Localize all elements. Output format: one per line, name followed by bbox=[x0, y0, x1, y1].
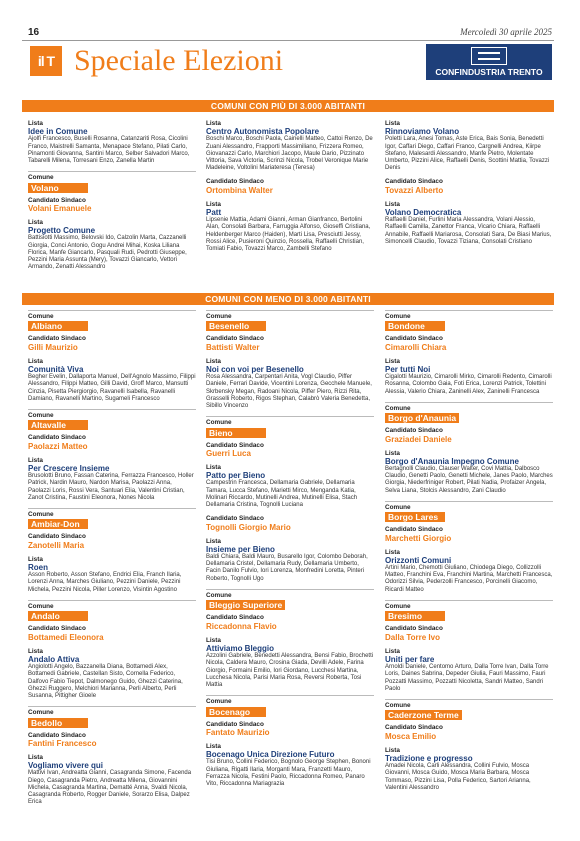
candidate-block bbox=[206, 335, 374, 351]
candidate-block bbox=[385, 427, 553, 443]
comune-name: Borgo d'Anaunia bbox=[385, 413, 459, 423]
candidate-block bbox=[28, 197, 196, 213]
list-name: Tradizione e progresso bbox=[385, 754, 473, 764]
list-label: Lista bbox=[28, 219, 43, 227]
candidate-block bbox=[206, 178, 374, 194]
candidate-name: Marchetti Giorgio bbox=[385, 533, 452, 543]
comune-name: Altavalle bbox=[28, 420, 88, 430]
under-column-2 bbox=[206, 310, 374, 794]
candidate-name: Mosca Emilio bbox=[385, 731, 437, 741]
candidate-name: Riccadonna Flavio bbox=[206, 621, 277, 631]
candidate-label: Candidato Sindaco bbox=[206, 178, 264, 186]
list-block bbox=[206, 120, 374, 172]
candidate-label: Candidato Sindaco bbox=[28, 434, 86, 442]
comune-label: Comune bbox=[206, 695, 374, 705]
candidate-name: Tovazzi Alberto bbox=[385, 185, 444, 195]
candidate-block bbox=[28, 533, 196, 549]
list-block bbox=[385, 120, 553, 172]
page-number: 16 bbox=[28, 27, 40, 38]
comune-label: Comune bbox=[385, 699, 553, 709]
candidate-block bbox=[28, 335, 196, 351]
comune-name: Besenello bbox=[206, 321, 266, 331]
candidate-label: Candidato Sindaco bbox=[28, 731, 86, 739]
list-name: Roen bbox=[28, 563, 48, 573]
candidate-name: Tognolli Giorgio Mario bbox=[206, 522, 291, 532]
newspaper-logo: il T bbox=[30, 46, 62, 76]
list-name: Orizzonti Comuni bbox=[385, 556, 452, 566]
comune-label: Comune bbox=[28, 171, 196, 181]
candidate-name: Fantini Francesco bbox=[28, 738, 97, 748]
candidate-label: Candidato Sindaco bbox=[28, 533, 86, 541]
list-block bbox=[206, 464, 374, 509]
candidate-name: Paolazzi Matteo bbox=[28, 441, 88, 451]
candidate-label: Candidato Sindaco bbox=[385, 526, 443, 534]
candidate-label: Candidato Sindaco bbox=[385, 625, 443, 633]
list-label: Lista bbox=[385, 647, 400, 655]
list-name: Comunità Viva bbox=[28, 365, 84, 375]
list-name: Vogliamo vivere qui bbox=[28, 761, 103, 771]
candidate-block bbox=[206, 442, 374, 458]
page-header bbox=[22, 0, 554, 88]
candidate-label: Candidato Sindaco bbox=[385, 178, 443, 186]
list-label: Lista bbox=[28, 753, 43, 761]
comune-label: Comune bbox=[385, 501, 553, 511]
candidate-name: Guerri Luca bbox=[206, 449, 251, 459]
candidate-label: Candidato Sindaco bbox=[28, 196, 86, 204]
list-name: Uniti per fare bbox=[385, 655, 435, 665]
list-name: Centro Autonomista Popolare bbox=[206, 127, 320, 137]
list-label: Lista bbox=[385, 120, 400, 127]
candidate-block bbox=[385, 178, 553, 194]
band-under-3000: COMUNI CON MENO DI 3.000 ABITANTI bbox=[22, 293, 554, 305]
list-name: Idee in Comune bbox=[28, 127, 88, 137]
candidate-label: Candidato Sindaco bbox=[206, 515, 264, 523]
list-block bbox=[28, 556, 196, 594]
list-members: Cigalotti Maurizio, Cimarolli Mirko, Cimarolli Redento, Cimarolli Rosanna, Colombo Gaia, Foti Erica, Lorenzi Patrick, Tolettini Alessia, Valerio Chiara, Zaninelli Alex, Zaninelli Francesca bbox=[385, 374, 552, 395]
list-name: Per tutti Noi bbox=[385, 365, 431, 375]
list-block bbox=[206, 637, 374, 689]
candidate-label: Candidato Sindaco bbox=[385, 724, 443, 732]
candidate-name: Fantato Maurizio bbox=[206, 727, 270, 737]
list-members: Campestrin Francesca, Dellamaria Gabriele, Dellamaria Tamara, Lucca Stefano, Marietti Mirco, Menganda Katia, Molinari Riccardo, Mutinelli Andrea, Mutinelli Elisa, Stach Dellamaria Cristina, Tognolli Luciana bbox=[206, 480, 358, 509]
list-name: Rinnoviamo Volano bbox=[385, 127, 460, 137]
list-block bbox=[28, 120, 196, 165]
candidate-name: Zanotelli Maria bbox=[28, 540, 85, 550]
comune-label: Comune bbox=[206, 589, 374, 599]
list-label: Lista bbox=[206, 120, 221, 127]
list-label: Lista bbox=[206, 636, 221, 644]
candidate-block bbox=[28, 732, 196, 748]
candidate-label: Candidato Sindaco bbox=[206, 720, 264, 728]
candidate-name: Dalla Torre Ivo bbox=[385, 632, 440, 642]
list-members: Ajolfi Francesco, Buselli Rosanna, Catanzariti Rosa, Cicolini Franco, Maistrelli Samanta, Menapace Stefano, Pilati Carlo, Pinamonti Giovanna, Santini Marco, Selber Salvadori Marco, Tabarelli Milena, Torresani Enzo, Zanella Martin bbox=[28, 136, 190, 165]
list-name: Attiviamo Bleggio bbox=[206, 644, 275, 654]
candidate-block bbox=[28, 434, 196, 450]
list-label: Lista bbox=[28, 120, 43, 127]
sponsor-name: CONFINDUSTRIA TRENTO bbox=[435, 67, 543, 77]
list-members: Tisi Bruno, Collini Federico, Bognolo George Stephen, Bononi Giuliana, Rigatti Ilaria, Morganti Mara, Franzetti Mauro, Ferrazza Nicola, Festini Paolo, Riccadonna Romeo, Panaro Vito, Riccadonna Mariagrazia bbox=[206, 759, 371, 787]
candidate-label: Candidato Sindaco bbox=[28, 625, 86, 633]
comune-label: Comune bbox=[28, 310, 196, 320]
list-block bbox=[28, 648, 196, 700]
candidate-name: Gilli Maurizio bbox=[28, 342, 78, 352]
over-column-2 bbox=[206, 118, 374, 259]
list-members: Rosa Alessandra, Carpentari Anita, Vogl Claudio, Piffer Daniele, Ferrari Davide, Vicentini Lorenza, Gecchele Manuele, Skrbensky Megan, Radoani Nicola, Piffer Piero, Rizzi Rita, Grasselli Roberto, Rigos Stephan, Calabrò Valeria Benedetta, Sibillo Vincenzo bbox=[206, 374, 372, 410]
list-label: Lista bbox=[28, 647, 43, 655]
list-block bbox=[206, 358, 374, 410]
list-block bbox=[385, 549, 553, 594]
comune-name: Bleggio Superiore bbox=[206, 600, 285, 610]
list-members: Battisiotti Massimo, Belovski Ido, Calzolin Marta, Cazzanelli Giorgia, Conci Antonio, Gogu Andrei Mihai, Koska Liliana Florica, Manfe Giancarlo, Pasquali Rudi, Pedrotti Giuseppe, Pezzini Maria Assunta (Mery), Tovazzi Giancarlo, Vettori Armando, Zenatti Alessandro bbox=[28, 235, 187, 271]
list-block bbox=[28, 754, 196, 806]
comune-name: Bondone bbox=[385, 321, 445, 331]
list-label: Lista bbox=[28, 357, 43, 365]
candidate-name: Cimarolli Chiara bbox=[385, 342, 447, 352]
comune-name: Albiano bbox=[28, 321, 88, 331]
list-block bbox=[385, 201, 553, 246]
candidate-block bbox=[206, 614, 374, 630]
list-members: Amadei Nicola, Carli Alessandra, Collini Fulvio, Mosca Giovanni, Mosca Guido, Mosca Maria Barbara, Mosca Tommaso, Pizzini Lisa, Polla Federico, Sartori Arianna, Valentini Alessandro bbox=[385, 763, 531, 791]
list-label: Lista bbox=[385, 449, 400, 457]
section-title: Speciale Elezioni bbox=[74, 44, 284, 77]
comune-name: Volano bbox=[28, 183, 88, 193]
list-block bbox=[385, 747, 553, 792]
list-members: Poletti Lara, Anesi Tomas, Aste Erica, Bais Sonia, Benedetti Igor, Caffari Diego, Caffari Franco, Cargnelli Andrea, Kiirpe Stefano, Malesardi Alessandro, Manfe Pietro, Molentate Umberto, Pizzini Alice, Raffaelli Denis, Scottini Mattia, Tovazzi Denis bbox=[385, 136, 550, 172]
list-name: Insieme per Bieno bbox=[206, 545, 275, 555]
over-column-3 bbox=[385, 118, 553, 252]
candidate-name: Graziadei Daniele bbox=[385, 434, 452, 444]
list-name: Noi con voi per Besenello bbox=[206, 365, 304, 375]
issue-date: Mercoledì 30 aprile 2025 bbox=[460, 27, 552, 37]
header-rule bbox=[22, 40, 554, 41]
candidate-label: Candidato Sindaco bbox=[206, 335, 264, 343]
candidate-label: Candidato Sindaco bbox=[385, 427, 443, 435]
comune-name: Bocenago bbox=[206, 707, 266, 717]
candidate-name: Battisti Walter bbox=[206, 342, 260, 352]
list-members: Begher Evelin, Dallaporta Manuel, Dell'Agnolo Massimo, Filippi Alessandro, Filippi Matteo, Gilli David, Groff Marco, Mansutti Cinzia, Pisetta Piergiorgio, Ravanelli Isabella, Ravanelli Damiano, Ravanelli Martino, Sugameli Francesco bbox=[28, 374, 196, 402]
over-column-1 bbox=[28, 118, 196, 277]
list-name: Patto per Bieno bbox=[206, 471, 266, 481]
list-label: Lista bbox=[206, 357, 221, 365]
candidate-name: Ortombina Walter bbox=[206, 185, 273, 195]
comune-label: Comune bbox=[28, 409, 196, 419]
list-name: Per Crescere Insieme bbox=[28, 464, 110, 474]
list-block bbox=[28, 457, 196, 502]
comune-label: Comune bbox=[385, 600, 553, 610]
comune-name: Caderzone Terme bbox=[385, 710, 462, 720]
list-label: Lista bbox=[385, 200, 400, 208]
candidate-block bbox=[385, 335, 553, 351]
list-members: Asson Roberto, Asson Stefano, Endrici Elia, Franch Ilaria, Lorenzi Anna, Marches Giuliano, Pezzini Daniele, Pezzini Michela, Pezzini Nicola, Piller Lorenzo, Visintin Agostino bbox=[28, 572, 182, 593]
comune-name: Bedollo bbox=[28, 718, 88, 728]
sponsor-mark-icon bbox=[471, 47, 507, 65]
comune-name: Ambiar-Don bbox=[28, 519, 88, 529]
list-label: Lista bbox=[206, 464, 221, 472]
list-block bbox=[28, 219, 196, 271]
list-block bbox=[206, 201, 374, 253]
list-members: Boschi Marco, Boschi Paola, Cainelli Matteo, Cattoi Renzo, De Zuani Alessandro, Frapporti Massimiliano, Frizzera Romeo, Giovanazzi Carlo, Marchiori Jacopo, Maule Dario, Pizzinato Vittoria, Sava Victoria, Scrinzi Nicola, Trobel Veronique Marie Madeleine, Voltolini Mariateresa (Teresa) bbox=[206, 136, 373, 172]
list-block bbox=[385, 648, 553, 693]
list-name: Bocenago Unica Direzione Futuro bbox=[206, 750, 335, 760]
comune-label: Comune bbox=[28, 600, 196, 610]
list-block bbox=[206, 538, 374, 583]
list-name: Patt bbox=[206, 208, 222, 218]
candidate-block bbox=[385, 526, 553, 542]
under-column-3 bbox=[385, 310, 553, 798]
candidate-label: Candidato Sindaco bbox=[206, 441, 264, 449]
list-label: Lista bbox=[206, 537, 221, 545]
list-label: Lista bbox=[206, 200, 221, 208]
list-members: Arnoldi Daniele, Centomo Arturo, Dalla Torre Ivan, Dalla Torre Loris, Daines Sabrina, Depeder Giulia, Fauri Massimo, Fauri Pozzatti Massimo, Pozzatti Nicoletta, Sandri Matteo, Sandri Paolo bbox=[385, 664, 549, 692]
list-members: Artini Mario, Chemotti Giuliano, Chiodega Diego, Collizzolli Matteo, Franchini Eva, Franchini Martina, Marchetti Francesca, Odorizzi Silvia, Pederzolli Francesco, Porcinelli Giacomo, Ricardi Matteo bbox=[385, 565, 553, 593]
candidate-label: Candidato Sindaco bbox=[206, 614, 264, 622]
comune-name: Andalo bbox=[28, 611, 88, 621]
list-name: Progetto Comune bbox=[28, 226, 96, 236]
candidate-name: Volani Emanuele bbox=[28, 204, 92, 214]
under-column-1 bbox=[28, 310, 196, 812]
list-members: Baldi Chiara, Baldi Mauro, Busarello Igor, Colombo Deborah, Dellamaria Cristel, Dellamaria Rudy, Dellamaria Umberto, Facin Danilo Fulvio, Iori Lorenza, Monfredini Loretta, Pinteri Roberto, Tognolli Ugo bbox=[206, 554, 368, 582]
list-label: Lista bbox=[385, 357, 400, 365]
list-block bbox=[206, 743, 374, 788]
list-label: Lista bbox=[206, 742, 221, 750]
list-label: Lista bbox=[28, 456, 43, 464]
list-members: Bertagnolli Claudio, Clauser Walter, Covi Mattia, Dalbosco Claudio, Genetti Paolo, Genetti Michele, Janes Paolo, Marches Giorgia, Niederfriniger Robert, Pilati Nadia, Profaizer Angela, Selva Liana, Stolcis Alessandro, Zani Claudio bbox=[385, 466, 553, 494]
list-block bbox=[385, 450, 553, 495]
comune-label: Comune bbox=[206, 416, 374, 426]
candidate-name: Bottamedi Eleonora bbox=[28, 632, 104, 642]
comune-label: Comune bbox=[385, 402, 553, 412]
list-members: Lipsenie Mattia, Adami Gianni, Arman Gianfranco, Bertolini Alan, Consolati Barbara, Farruggia Alfonso, Gioseffi Cristiana, Heldenberger Marco (Haiden), Marti Lisa, Presciutti Jessy, Rossi Alice, Pusieroni Quinzio, Rossella, Raffaelli Christian, Tomiati Fabio, Tovazzi Marco, Zambelli Stefano bbox=[206, 217, 371, 253]
list-members: Mattivi Ivan, Andreatta Gianni, Casagranda Simone, Facenda Diego, Casagranda Pietro, Andreatta Milena, Giovannini Michela, Casagranda Martina, Dematté Anna, Svaldi Nicola, Casagranda Roberto, Rogger Daniele, Sorarzo Elisa, Dalpez Erica bbox=[28, 770, 192, 806]
candidate-label: Candidato Sindaco bbox=[28, 335, 86, 343]
comune-label: Comune bbox=[206, 310, 374, 320]
list-members: Raffaelli Daniel, Furlini Maria Alessandra, Volani Alessio, Raffaelli Camilla, Zanettor Franca, Vicario Chiara, Raffaelli Annabile, Raffaelli Mariarosa, Consolati Sara, De Biasi Marius, Simoncelli Claudio, Tovazzi Tiziana, Consolati Cristiano bbox=[385, 217, 552, 245]
list-name: Volano Democratica bbox=[385, 208, 462, 218]
comune-label: Comune bbox=[385, 310, 553, 320]
list-members: Azzolini Gabriele, Benedetti Alessandra, Bensi Fabio, Brochetti Nicola, Caldera Mauro, Crosina Giada, Devilli Adele, Farina Giorgio, Formaini Emilio, Iori Giordano, Lucchesi Martina, Lucchesa Nicola, Parisi Maria Rosa, Reversi Roberta, Tosi Mattia bbox=[206, 653, 374, 688]
candidate-block bbox=[385, 724, 553, 740]
comune-name: Bresimo bbox=[385, 611, 445, 621]
candidate-block bbox=[206, 721, 374, 737]
candidate-block bbox=[385, 625, 553, 641]
list-label: Lista bbox=[28, 555, 43, 563]
comune-name: Borgo Lares bbox=[385, 512, 445, 522]
candidate-block bbox=[206, 515, 374, 531]
list-name: Andalo Attiva bbox=[28, 655, 80, 665]
list-label: Lista bbox=[385, 746, 400, 754]
comune-name: Bieno bbox=[206, 428, 266, 438]
list-members: Brusolotti Bruno, Fassan Caterina, Ferrazza Francesco, Holler Patrick, Nardin Mauro, Nardon Marisa, Paolazzi Anna, Paolazzi Loris, Rossi Vera, Santuari Elia, Valentini Cristian, Zanot Cristina, Faustini Eleonora, Nones Nicola bbox=[28, 473, 194, 501]
candidate-block bbox=[28, 625, 196, 641]
list-label: Lista bbox=[385, 548, 400, 556]
band-over-3000: COMUNI CON PIÙ DI 3.000 ABITANTI bbox=[22, 100, 554, 112]
comune-label: Comune bbox=[28, 706, 196, 716]
list-block bbox=[385, 358, 553, 396]
list-name: Borgo d'Anaunia Impegno Comune bbox=[385, 457, 519, 467]
candidate-label: Candidato Sindaco bbox=[385, 335, 443, 343]
list-block bbox=[28, 358, 196, 403]
comune-label: Comune bbox=[28, 508, 196, 518]
sponsor-logo bbox=[426, 44, 552, 80]
list-members: Angiolotti Angelo, Bazzanella Diana, Bottamedi Alex, Bottamedi Gabriele, Castellan Sisto, Cornella Federico, Dalfovo Fabio Tiepot, Dalmonego Guido, Ghezzi Caterina, Ghezzi Ruggero, Melchiori Marianna, Perli Alberto, Perli Susanna, Pittigher Gioele bbox=[28, 664, 183, 699]
